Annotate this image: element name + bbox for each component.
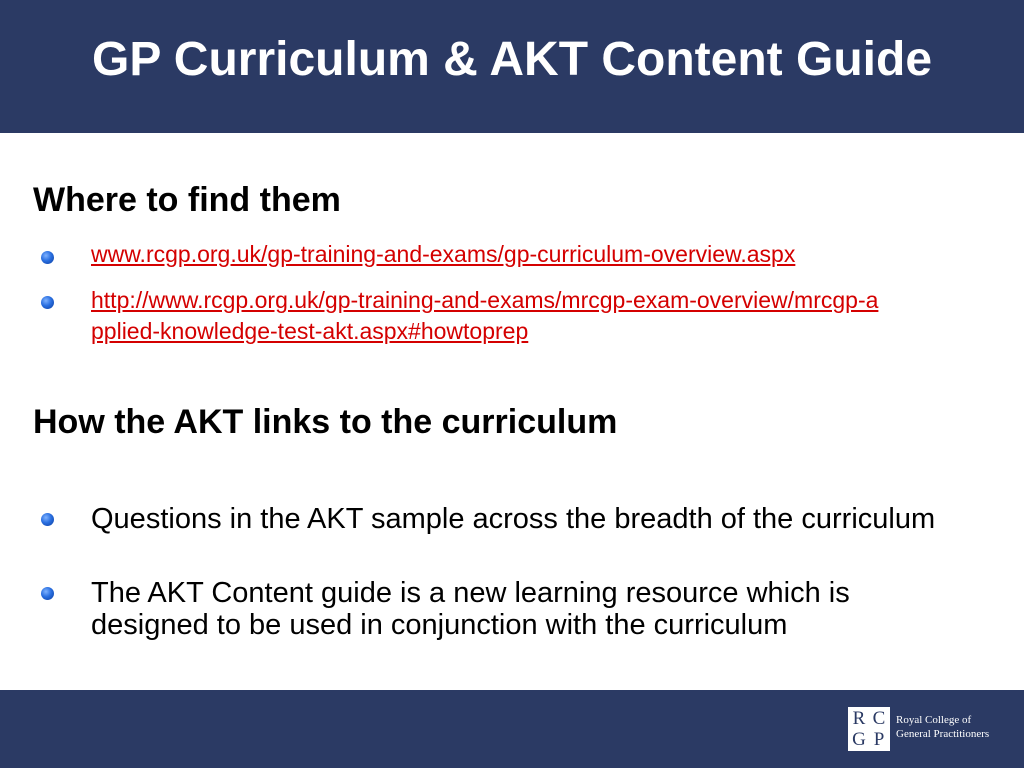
header-band (0, 0, 1024, 133)
logo-letter: R (852, 708, 866, 729)
org-name-line2: General Practitioners (896, 728, 990, 740)
org-name (896, 713, 989, 741)
logo-letter: G (852, 729, 866, 750)
slide-title: GP Curriculum & AKT Content Guide (91, 33, 933, 86)
bullet-icon (41, 296, 54, 309)
logo-letter: C (872, 708, 886, 729)
bullet-text-breadth: Questions in the AKT sample across the breadth of the curriculum (91, 503, 936, 535)
org-name-line1: Royal College of (896, 714, 972, 726)
curriculum-overview-link[interactable]: www.rcgp.org.uk/gp-training-and-exams/gp-curriculum-overview.aspx (91, 241, 796, 267)
bullet-icon (41, 251, 54, 264)
section-heading-where: Where to find them (33, 181, 341, 219)
bullet-text-content-guide: The AKT Content guide is a new learning resource which is designed to be used in conjunction with the curriculum (91, 577, 850, 641)
section-heading-akt-links: How the AKT links to the curriculum (33, 403, 618, 441)
bullet-icon (41, 587, 54, 600)
akt-prep-link[interactable]: http://www.rcgp.org.uk/gp-training-and-exams/mrcgp-exam-overview/mrcgp-applied-knowledge-test-akt.aspx#howtoprep (91, 287, 879, 344)
logo-letter: P (873, 729, 885, 750)
bullet-icon (41, 513, 54, 526)
rcgp-logo (848, 707, 890, 751)
rcgp-monogram (849, 708, 889, 750)
